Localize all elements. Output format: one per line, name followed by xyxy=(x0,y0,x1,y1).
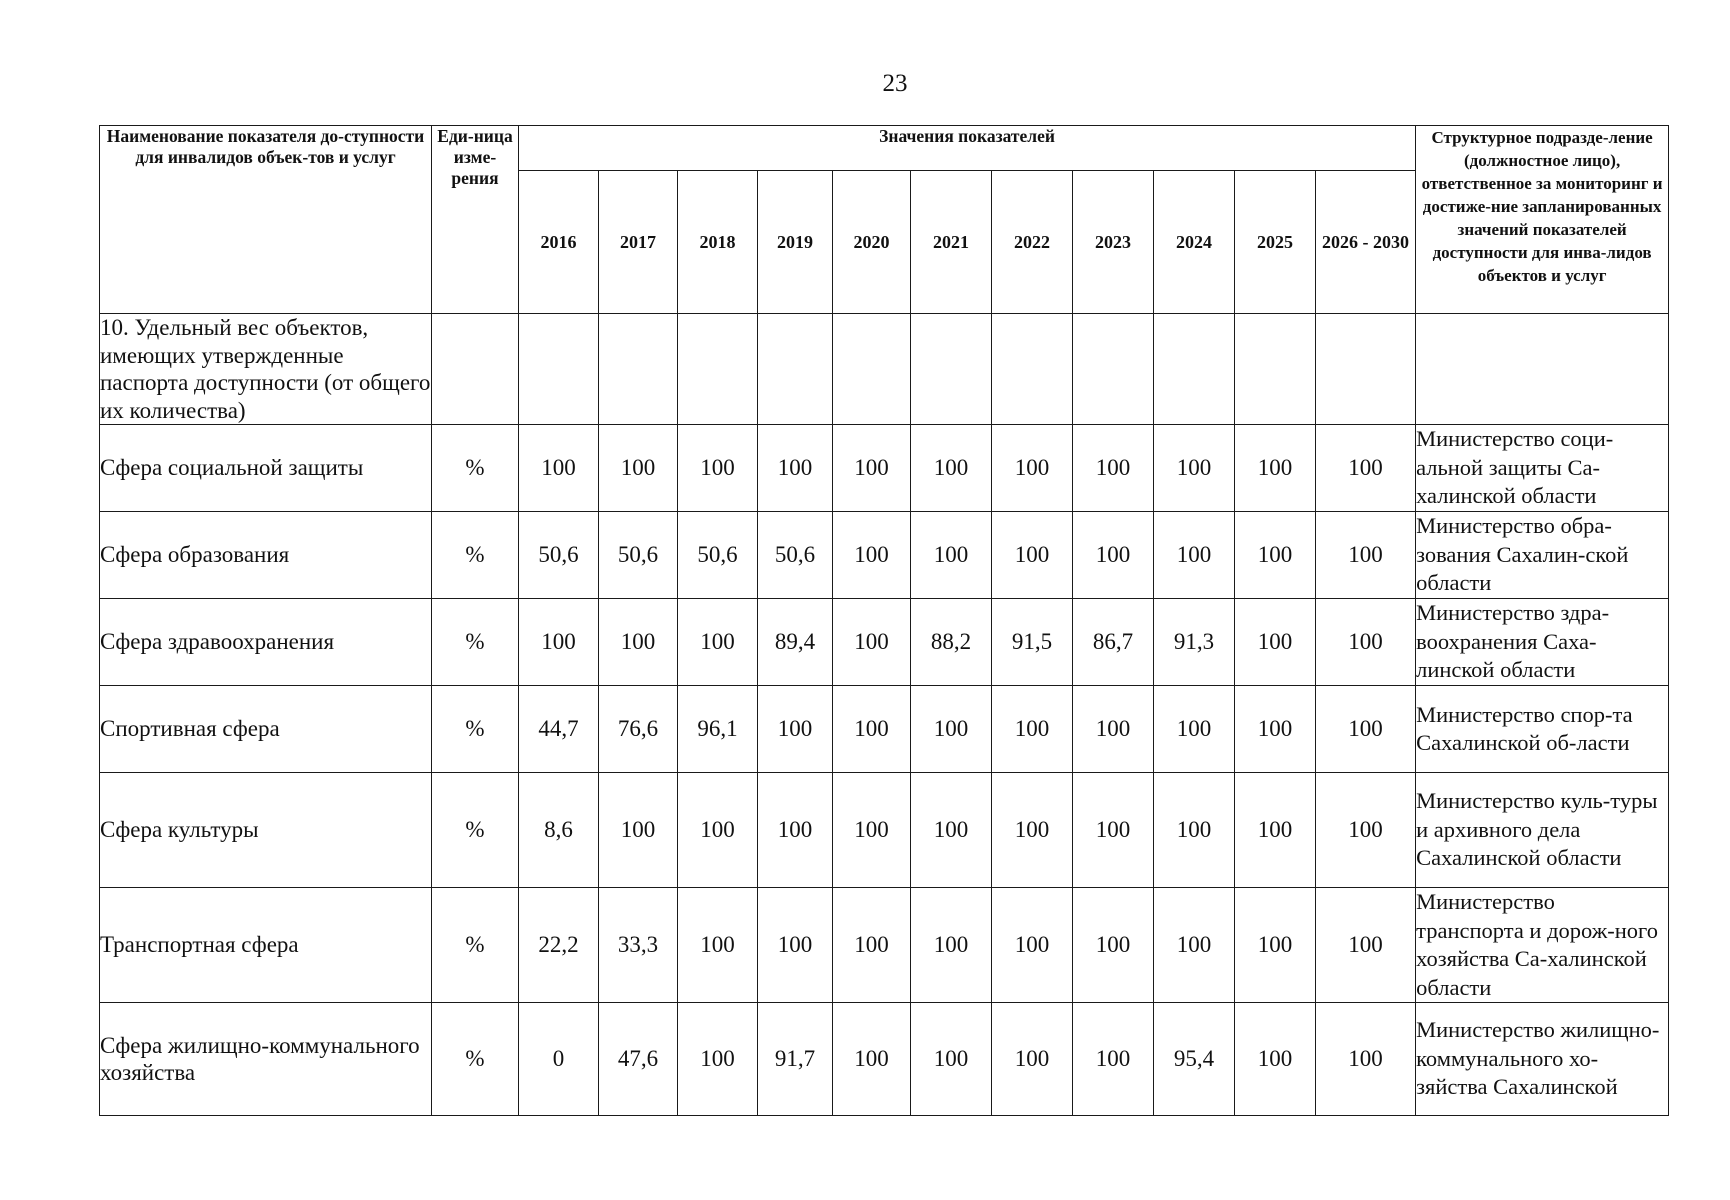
row-value: 44,7 xyxy=(519,686,599,773)
header-year: 2026 - 2030 xyxy=(1316,171,1416,314)
row-value: 100 xyxy=(1235,686,1316,773)
row-value: 100 xyxy=(758,425,833,512)
row-name: Сфера жилищно-коммунального хозяйства xyxy=(100,1003,432,1116)
row-value: 100 xyxy=(1154,888,1235,1003)
row-value: 100 xyxy=(1235,1003,1316,1116)
row-value: 100 xyxy=(1073,888,1154,1003)
row-responsible: Министерство транспорта и дорож-ного хозяйства Са-халинской области xyxy=(1416,888,1669,1003)
table-row xyxy=(100,599,1669,686)
empty-cell xyxy=(1154,314,1235,425)
row-value: 100 xyxy=(1073,512,1154,599)
header-year: 2016 xyxy=(519,171,599,314)
row-value: 100 xyxy=(833,686,911,773)
row-responsible: Министерство куль-туры и архивного дела Сахалинской области xyxy=(1416,773,1669,888)
row-value: 100 xyxy=(1235,425,1316,512)
row-value: 100 xyxy=(758,773,833,888)
row-value: 100 xyxy=(1073,425,1154,512)
section-title-row xyxy=(100,314,1669,425)
header-year: 2024 xyxy=(1154,171,1235,314)
row-value: 88,2 xyxy=(911,599,992,686)
row-value: 100 xyxy=(911,686,992,773)
row-value: 100 xyxy=(833,1003,911,1116)
row-value: 100 xyxy=(833,888,911,1003)
row-value: 100 xyxy=(1316,425,1416,512)
row-value: 100 xyxy=(678,888,758,1003)
header-unit: Еди-ница изме-рения xyxy=(432,126,519,314)
row-value: 0 xyxy=(519,1003,599,1116)
row-responsible: Министерство обра-зования Сахалин-ской области xyxy=(1416,512,1669,599)
row-value: 100 xyxy=(1316,773,1416,888)
row-value: 100 xyxy=(1154,773,1235,888)
row-value: 100 xyxy=(678,425,758,512)
row-value: 100 xyxy=(1154,512,1235,599)
header-year: 2021 xyxy=(911,171,992,314)
row-value: 100 xyxy=(1316,512,1416,599)
header-year: 2022 xyxy=(992,171,1073,314)
row-value: 100 xyxy=(1235,888,1316,1003)
row-value: 47,6 xyxy=(599,1003,678,1116)
row-value: 91,5 xyxy=(992,599,1073,686)
row-name: Сфера образования xyxy=(100,512,432,599)
header-responsible: Структурное подразде-ление (должностное лицо), ответственное за мониторинг и достиже-ние запланированных значений показателей доступности для инва-лидов объектов и услуг xyxy=(1416,126,1669,314)
page-number: 23 xyxy=(882,70,908,97)
row-value: 100 xyxy=(911,512,992,599)
row-value: 50,6 xyxy=(519,512,599,599)
row-value: 100 xyxy=(1235,512,1316,599)
header-values-group: Значения показателей xyxy=(519,126,1416,171)
empty-cell xyxy=(833,314,911,425)
row-responsible: Министерство соци-альной защиты Са-халинской области xyxy=(1416,425,1669,512)
row-value: 100 xyxy=(678,599,758,686)
header-name: Наименование показателя до-ступности для инвалидов объек-тов и услуг xyxy=(100,126,432,314)
row-value: 100 xyxy=(1316,686,1416,773)
indicators-table xyxy=(99,125,1669,1116)
row-value: 100 xyxy=(678,773,758,888)
table-row xyxy=(100,425,1669,512)
row-value: 95,4 xyxy=(1154,1003,1235,1116)
row-responsible: Министерство здра-воохранения Саха-линской области xyxy=(1416,599,1669,686)
row-value: 100 xyxy=(833,773,911,888)
row-value: 100 xyxy=(519,599,599,686)
row-value: 100 xyxy=(1154,425,1235,512)
row-value: 100 xyxy=(992,425,1073,512)
table-row xyxy=(100,773,1669,888)
row-value: 100 xyxy=(833,425,911,512)
row-value: 100 xyxy=(1073,1003,1154,1116)
row-value: 100 xyxy=(992,1003,1073,1116)
row-value: 100 xyxy=(1316,888,1416,1003)
row-value: 100 xyxy=(1073,686,1154,773)
row-value: 33,3 xyxy=(599,888,678,1003)
empty-cell xyxy=(1073,314,1154,425)
empty-cell xyxy=(1316,314,1416,425)
header-year: 2019 xyxy=(758,171,833,314)
empty-cell xyxy=(758,314,833,425)
table-row xyxy=(100,686,1669,773)
row-value: 100 xyxy=(911,888,992,1003)
row-unit: % xyxy=(432,512,519,599)
section-title: 10. Удельный вес объектов, имеющих утвержденные паспорта доступности (от общего их количества) xyxy=(100,315,431,423)
row-name: Транспортная сфера xyxy=(100,888,432,1003)
row-value: 100 xyxy=(911,425,992,512)
row-value: 100 xyxy=(678,1003,758,1116)
row-value: 50,6 xyxy=(678,512,758,599)
header-year: 2025 xyxy=(1235,171,1316,314)
row-value: 100 xyxy=(758,888,833,1003)
header-year: 2020 xyxy=(833,171,911,314)
empty-cell xyxy=(911,314,992,425)
header-year: 2018 xyxy=(678,171,758,314)
row-value: 100 xyxy=(833,512,911,599)
row-responsible: Министерство жилищно-коммунального хо-зяйства Сахалинской xyxy=(1416,1003,1669,1116)
row-value: 100 xyxy=(1316,1003,1416,1116)
row-value: 100 xyxy=(1235,599,1316,686)
row-unit: % xyxy=(432,686,519,773)
row-value: 100 xyxy=(992,773,1073,888)
row-value: 89,4 xyxy=(758,599,833,686)
row-value: 76,6 xyxy=(599,686,678,773)
table-row xyxy=(100,512,1669,599)
row-value: 100 xyxy=(992,512,1073,599)
row-value: 100 xyxy=(911,1003,992,1116)
row-value: 100 xyxy=(758,686,833,773)
row-value: 96,1 xyxy=(678,686,758,773)
row-value: 100 xyxy=(992,888,1073,1003)
row-value: 100 xyxy=(599,773,678,888)
table-row xyxy=(100,888,1669,1003)
row-value: 100 xyxy=(833,599,911,686)
row-unit: % xyxy=(432,1003,519,1116)
empty-cell xyxy=(599,314,678,425)
header-year: 2023 xyxy=(1073,171,1154,314)
row-value: 100 xyxy=(599,425,678,512)
row-unit: % xyxy=(432,773,519,888)
row-value: 100 xyxy=(519,425,599,512)
row-responsible: Министерство спор-та Сахалинской об-ласти xyxy=(1416,686,1669,773)
row-value: 91,7 xyxy=(758,1003,833,1116)
row-name: Сфера культуры xyxy=(100,773,432,888)
row-value: 50,6 xyxy=(599,512,678,599)
empty-cell xyxy=(1416,314,1669,425)
row-name: Спортивная сфера xyxy=(100,686,432,773)
row-value: 100 xyxy=(599,599,678,686)
table-row xyxy=(100,1003,1669,1116)
row-value: 91,3 xyxy=(1154,599,1235,686)
row-name: Сфера социальной защиты xyxy=(100,425,432,512)
row-value: 86,7 xyxy=(1073,599,1154,686)
empty-cell xyxy=(678,314,758,425)
empty-cell xyxy=(1235,314,1316,425)
row-value: 100 xyxy=(911,773,992,888)
row-value: 100 xyxy=(1073,773,1154,888)
row-value: 50,6 xyxy=(758,512,833,599)
empty-cell xyxy=(519,314,599,425)
row-value: 100 xyxy=(992,686,1073,773)
empty-cell xyxy=(992,314,1073,425)
row-value: 100 xyxy=(1316,599,1416,686)
row-unit: % xyxy=(432,425,519,512)
row-name: Сфера здравоохранения xyxy=(100,599,432,686)
row-value: 100 xyxy=(1235,773,1316,888)
row-unit: % xyxy=(432,599,519,686)
empty-cell xyxy=(432,314,519,425)
header-year: 2017 xyxy=(599,171,678,314)
row-unit: % xyxy=(432,888,519,1003)
row-value: 100 xyxy=(1154,686,1235,773)
row-value: 22,2 xyxy=(519,888,599,1003)
row-value: 8,6 xyxy=(519,773,599,888)
header-row-top xyxy=(100,126,1669,171)
